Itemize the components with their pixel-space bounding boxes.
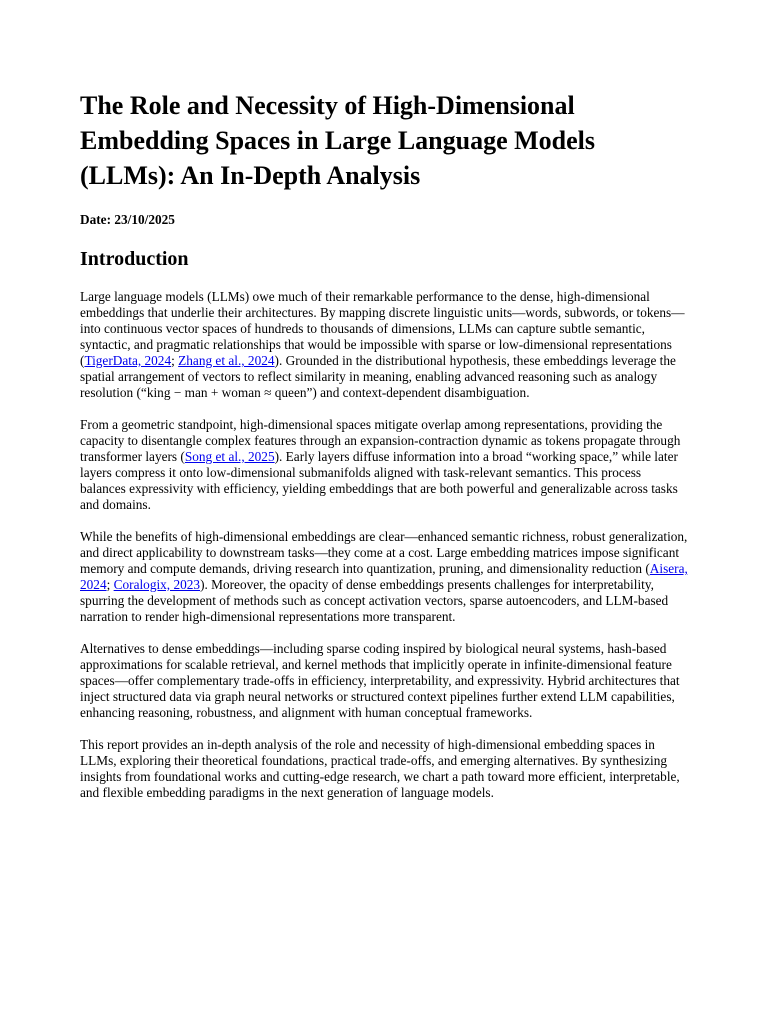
paragraph-text: ). Grounded in the distributional hypothesis, these embeddings leverage the spatial arrangement of vectors to reflect similarity in meaning, enabling advanced reasoning such as analogy resolution (“king − man + woman ≈ queen”) and context-dependent disambiguation.	[80, 353, 676, 400]
section-heading-introduction: Introduction	[80, 248, 189, 270]
paragraph-text: ;	[106, 577, 114, 592]
body-paragraph	[80, 641, 690, 721]
body-paragraph	[80, 529, 690, 625]
paragraph-text: This report provides an in-depth analysis of the role and necessity of high-dimensional embedding spaces in LLMs, exploring their theoretical foundations, practical trade-offs, and emerging alternatives. By synthesizing insights from foundational works and cutting-edge research, we chart a path toward more efficient, interpretable, and flexible embedding paradigms in the next generation of language models.	[80, 737, 680, 800]
document-date: Date: 23/10/2025	[80, 212, 175, 227]
citation-link[interactable]: Aisera, 2024	[80, 561, 688, 592]
document-title: The Role and Necessity of High-Dimensional Embedding Spaces in Large Language Models (LLMs): An In-Depth Analysis	[80, 91, 596, 190]
paragraph-text: ;	[171, 353, 179, 368]
paragraph-text: While the benefits of high-dimensional embeddings are clear—enhanced semantic richness, robust generalization, and direct applicability to downstream tasks—they come at a cost. Large embedding matrices impose significant memory and compute demands, driving research into quantization, pruning, and dimensionality reduction (	[80, 529, 688, 576]
paragraph-text: Large language models (LLMs) owe much of their remarkable performance to the dense, high-dimensional embeddings that underlie their architectures. By mapping discrete linguistic units—words, subwords, or tokens—into continuous vector spaces of hundreds to thousands of dimensions, LLMs can capture subtle semantic, syntactic, and pragmatic relationships that would be impossible with sparse or low-dimensional representations (	[80, 289, 685, 368]
paragraph-text: ). Early layers diffuse information into a broad “working space,” while later layers compress it onto low-dimensional submanifolds aligned with task-relevant semantics. This process balances expressivity with efficiency, yielding embeddings that are both powerful and generalizable across tasks and domains.	[80, 449, 678, 512]
citation-link[interactable]: Coralogix, 2023	[113, 577, 201, 592]
citation-link[interactable]: Zhang et al., 2024	[178, 353, 275, 368]
body-paragraph	[80, 289, 690, 401]
document-page	[80, 88, 690, 817]
body-paragraph	[80, 737, 690, 801]
paragraph-text: Alternatives to dense embeddings—including sparse coding inspired by biological neural systems, hash-based approximations for scalable retrieval, and kernel methods that implicitly operate in infinite-dimensional feature spaces—offer complementary trade-offs in efficiency, interpretability, and expressivity. Hybrid architectures that inject structured data via graph neural networks or structured context pipelines further extend LLM capabilities, enhancing reasoning, robustness, and alignment with human conceptual frameworks.	[80, 641, 680, 720]
introduction-body	[80, 289, 690, 801]
citation-link[interactable]: Song et al., 2025	[184, 449, 275, 464]
paragraph-text: From a geometric standpoint, high-dimensional spaces mitigate overlap among representations, providing the capacity to disentangle complex features through an expansion-contraction dynamic as tokens propagate through transformer layers (	[80, 417, 681, 464]
paragraph-text: ). Moreover, the opacity of dense embeddings presents challenges for interpretability, spurring the development of methods such as concept activation vectors, sparse autoencoders, and LLM-based narration to render high-dimensional representations more transparent.	[80, 577, 669, 624]
citation-link[interactable]: TigerData, 2024	[84, 353, 172, 368]
body-paragraph	[80, 417, 690, 513]
